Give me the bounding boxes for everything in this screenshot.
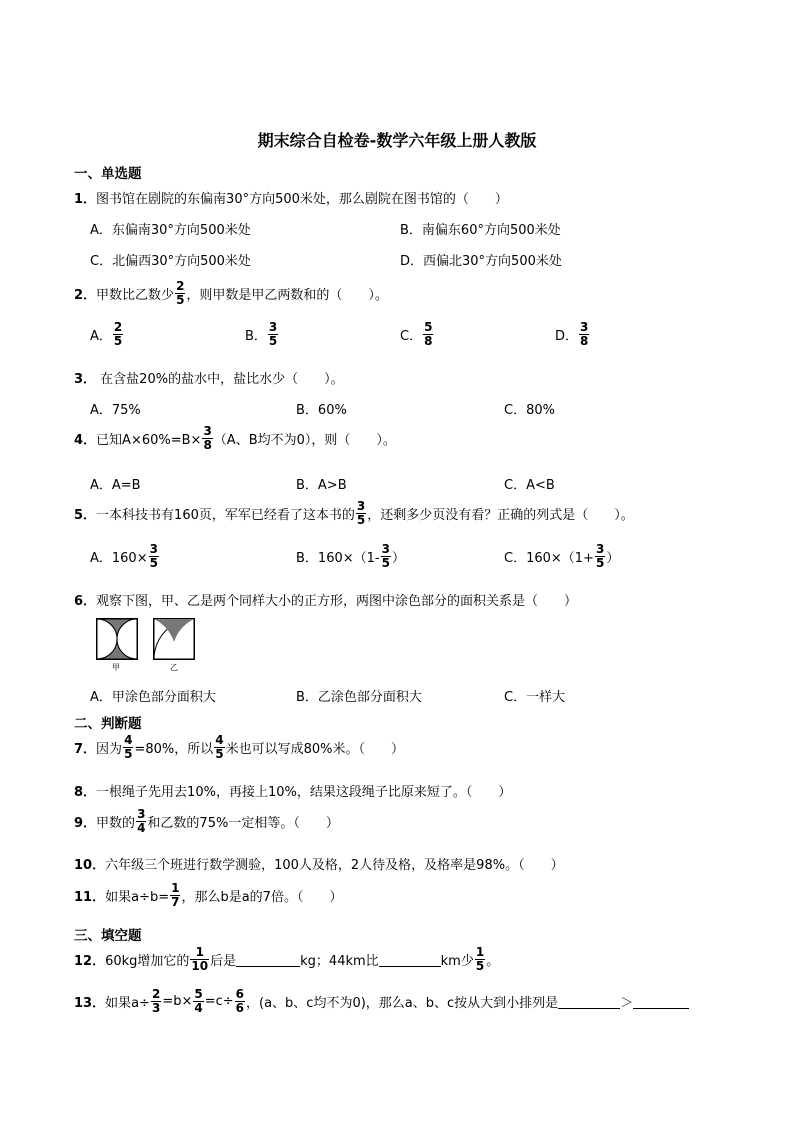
- q6-option-c[interactable]: C．一样大: [504, 690, 566, 705]
- answer-blank[interactable]: [633, 994, 689, 1009]
- question-2: [74, 280, 388, 306]
- section-heading-fill-blank: 三、填空题: [74, 928, 142, 944]
- question-12: 12． 60kg增加它的 $\frac{1}{10}$ 后是 kg；44km比 km少 $\frac{1}{5}$ 。: [74, 945, 500, 973]
- page-title: 期末综合自检卷-数学六年级上册人教版: [257, 131, 537, 150]
- question-3: 3． 在含盐20%的盐水中，盐比水少（ ）。: [74, 372, 344, 387]
- q5-option-a[interactable]: A．160× $\frac{3}{5}$: [90, 542, 158, 570]
- question-5: 5． 一本科技书有160页，军军已经看了这本书的 $\frac{3}{5}$ ，还剩多少页没有看？正确的列式是（ ）。: [74, 499, 634, 527]
- q5-option-b[interactable]: B．160×（1- $\frac{3}{5}$ ）: [296, 542, 405, 570]
- q2-option-d[interactable]: D． $\frac{3}{8}$: [555, 320, 589, 348]
- square-jia: [94, 619, 157, 659]
- q1-option-c[interactable]: C．北偏西30°方向500米处: [90, 254, 251, 269]
- question-text: ，则甲数是甲乙两数和的（ ）。: [186, 287, 388, 303]
- q4-option-c[interactable]: C．A<B: [504, 478, 555, 493]
- q2-option-b[interactable]: B． $\frac{3}{5}$: [245, 320, 278, 348]
- answer-blank[interactable]: [558, 994, 620, 1009]
- question-6: 6．观察下图，甲、乙是两个同样大小的正方形，两图中涂色部分的面积关系是（ ）: [74, 594, 578, 609]
- q3-option-b[interactable]: B．60%: [296, 403, 347, 418]
- q2-option-a[interactable]: A． $\frac{2}{5}$: [90, 320, 123, 348]
- q1-option-a[interactable]: A．东偏南30°方向500米处: [90, 223, 251, 238]
- q6-option-a[interactable]: A．甲涂色部分面积大: [90, 690, 216, 705]
- question-text: 图书馆在剧院的东偏南30°方向500米处，那么剧院在图书馆的（ ）: [96, 192, 508, 207]
- q4-option-a[interactable]: A．A=B: [90, 478, 141, 493]
- question-text: 甲数比乙数少: [96, 287, 175, 303]
- fraction: $\frac{3}{8}$: [203, 424, 212, 452]
- q4-option-b[interactable]: B．A>B: [296, 478, 347, 493]
- q1-option-d[interactable]: D．西偏北30°方向500米处: [400, 254, 562, 269]
- q3-option-a[interactable]: A．75%: [90, 403, 141, 418]
- section-heading-true-false: 二、判断题: [74, 716, 142, 732]
- question-10: 10．六年级三个班进行数学测验，100人及格，2人待及格，及格率是98%。（ ）: [74, 858, 564, 873]
- question-number: 2．: [74, 287, 97, 303]
- question-1: [74, 188, 508, 207]
- question-number: 1．: [74, 192, 97, 207]
- question-4: 4． 已知A×60%=B× $\frac{3}{8}$ （A、B均不为0），则（ ）。: [74, 424, 396, 452]
- question-7: 7． 因为 $\frac{4}{5}$ =80%，所以 $\frac{4}{5}$ 米也可以写成80%米。（ ）: [74, 733, 404, 761]
- figure-label-jia: 甲: [112, 663, 120, 672]
- q5-option-c[interactable]: C．160×（1+ $\frac{3}{5}$ ）: [504, 542, 620, 570]
- squares-figure: [94, 616, 204, 672]
- figure-label-yi: 乙: [170, 663, 178, 672]
- fraction: $\frac{2}{5}$: [176, 279, 185, 307]
- answer-blank[interactable]: [236, 952, 300, 967]
- question-8: 8．一根绳子先用去10%，再接上10%，结果这段绳子比原来短了。（ ）: [74, 785, 512, 800]
- q6-option-b[interactable]: B．乙涂色部分面积大: [296, 690, 422, 705]
- question-11: 11． 如果a÷b= $\frac{1}{7}$ ，那么b是a的7倍。（ ）: [74, 881, 343, 909]
- square-yi: [154, 619, 194, 659]
- q3-option-c[interactable]: C．80%: [504, 403, 555, 418]
- q1-option-b[interactable]: B．南偏东60°方向500米处: [400, 223, 561, 238]
- question-13: 13． 如果a÷ $\frac{2}{3}$ =b× $\frac{5}{4}$ =c÷ $\frac{6}{6}$ ，(a、b、c均不为0)，那么a、b、c按从大到小排列是 ＞: [74, 988, 689, 1014]
- fraction: $\frac{3}{5}$: [356, 499, 366, 527]
- answer-blank[interactable]: [379, 952, 441, 967]
- section-heading-single-choice: 一、单选题: [74, 166, 142, 182]
- question-9: 9． 甲数的 $\frac{3}{4}$ 和乙数的75%一定相等。（ ）: [74, 807, 339, 835]
- q2-option-c[interactable]: C． $\frac{5}{8}$: [400, 320, 433, 348]
